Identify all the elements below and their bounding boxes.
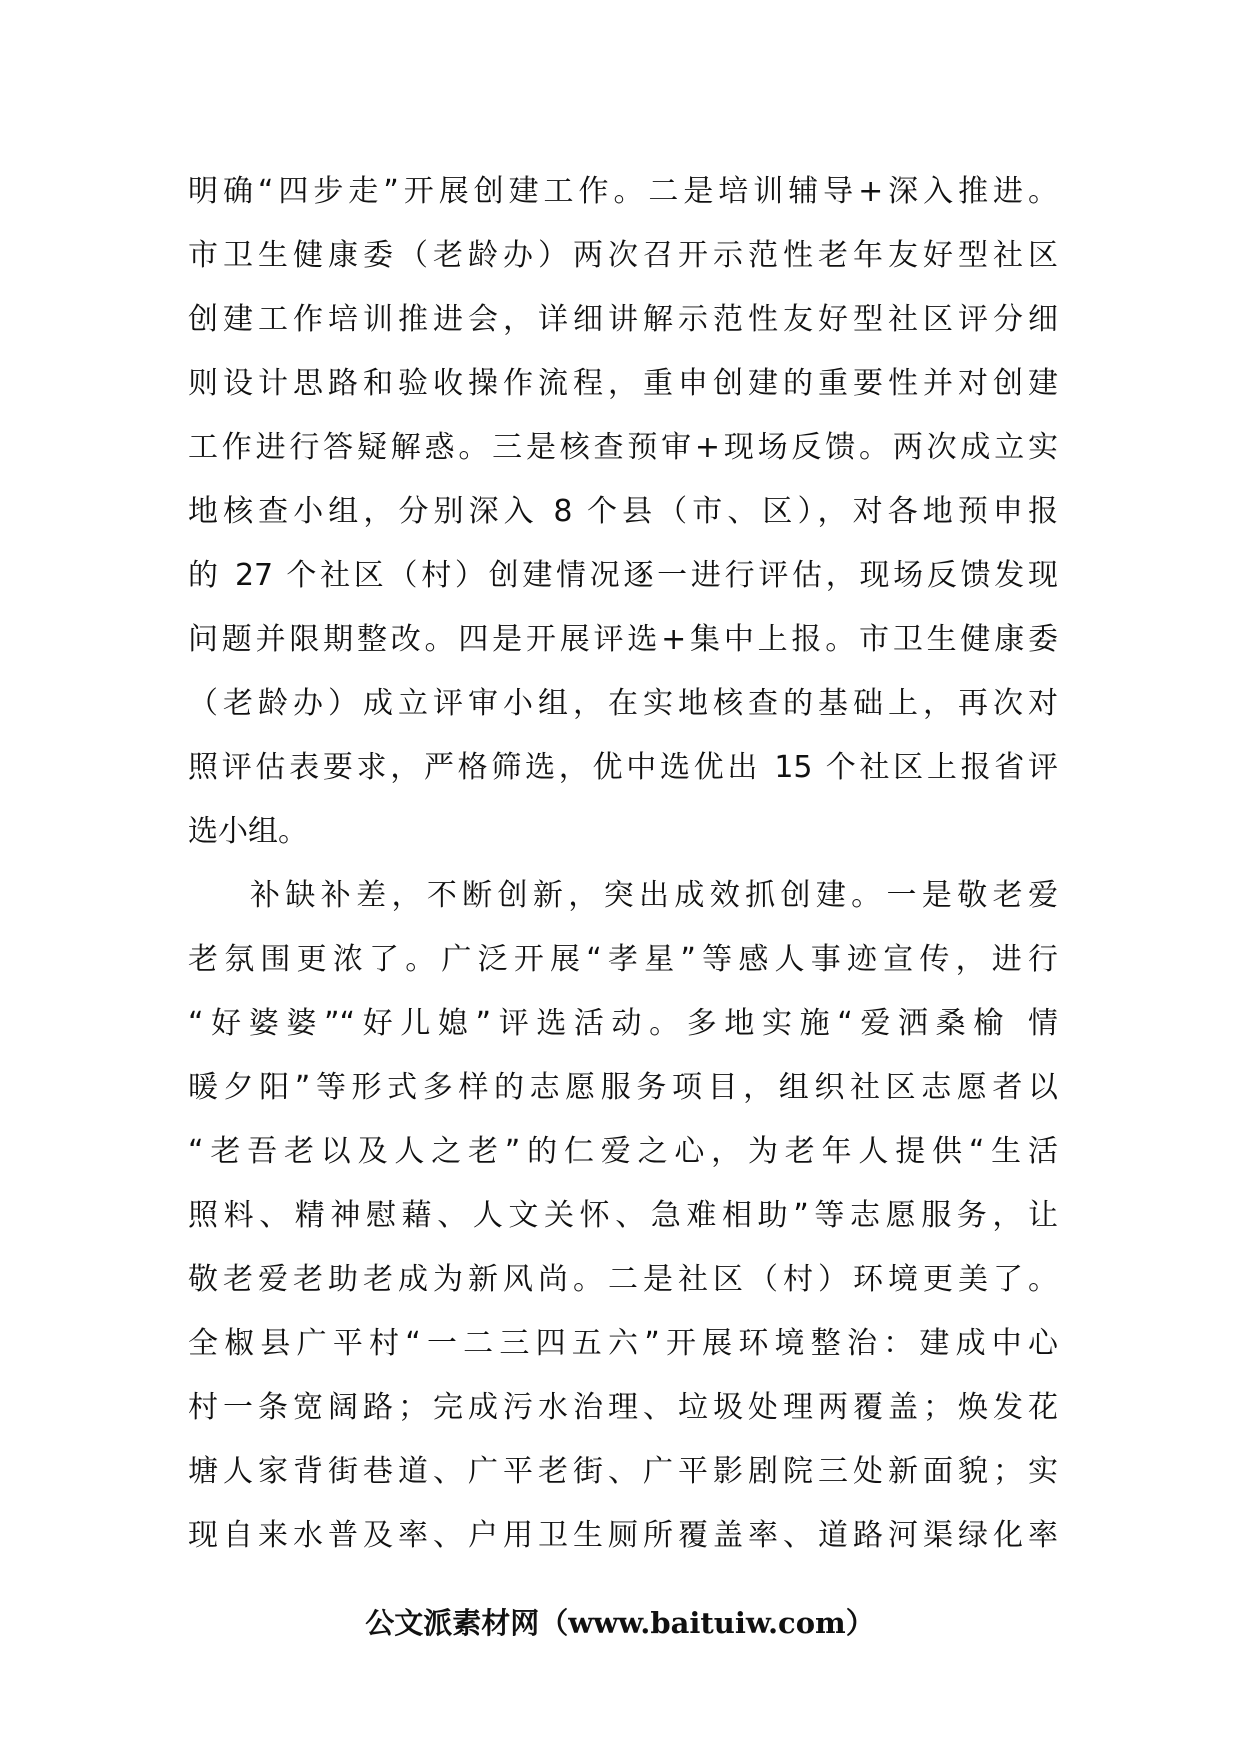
paragraph-line: “好婆婆”“好儿媳”评选活动。多地实施“爱洒桑榆 情 <box>188 1006 1058 1041</box>
paragraph-line: 工作进行答疑解惑。三是核查预审+现场反馈。两次成立实 <box>188 430 1058 465</box>
paragraph-line: 则设计思路和验收操作流程，重申创建的重要性并对创建 <box>188 366 1058 401</box>
paragraph-line: 市卫生健康委（老龄办）两次召开示范性老年友好型社区 <box>188 238 1058 273</box>
paragraph-line: 塘人家背街巷道、广平老街、广平影剧院三处新面貌；实 <box>188 1454 1058 1489</box>
paragraph-line: 选小组。 <box>188 814 308 849</box>
paragraph-line: 照评估表要求，严格筛选，优中选优出 15 个社区上报省评 <box>188 750 1058 785</box>
paragraph-line: 暖夕阳”等形式多样的志愿服务项目，组织社区志愿者以 <box>188 1070 1058 1105</box>
paragraph-line: 明确“四步走”开展创建工作。二是培训辅导+深入推进。 <box>188 174 1058 209</box>
paragraph-line: 敬老爱老助老成为新风尚。二是社区（村）环境更美了。 <box>188 1262 1058 1297</box>
paragraph-line: 创建工作培训推进会，详细讲解示范性友好型社区评分细 <box>188 302 1058 337</box>
paragraph-line: 村一条宽阔路；完成污水治理、垃圾处理两覆盖；焕发花 <box>188 1390 1058 1425</box>
paragraph-first-line: 补缺补差，不断创新，突出成效抓创建。一是敬老爱 <box>250 878 1058 913</box>
footer-watermark: 公文派素材网（www.baituiw.com） <box>365 1606 875 1640</box>
paragraph-line: 全椒县广平村“一二三四五六”开展环境整治：建成中心 <box>188 1326 1058 1361</box>
paragraph-line: 地核查小组，分别深入 8 个县（市、区），对各地预申报 <box>188 494 1058 529</box>
paragraph-line: 的 27 个社区（村）创建情况逐一进行评估，现场反馈发现 <box>188 558 1058 593</box>
paragraph-line: “老吾老以及人之老”的仁爱之心，为老年人提供“生活 <box>188 1134 1058 1169</box>
paragraph-line: 照料、精神慰藉、人文关怀、急难相助”等志愿服务，让 <box>188 1198 1058 1233</box>
paragraph-line: 现自来水普及率、户用卫生厕所覆盖率、道路河渠绿化率 <box>188 1518 1058 1553</box>
paragraph-line: 老氛围更浓了。广泛开展“孝星”等感人事迹宣传，进行 <box>188 942 1058 977</box>
paragraph-line: （老龄办）成立评审小组，在实地核查的基础上，再次对 <box>188 686 1058 721</box>
paragraph-line: 问题并限期整改。四是开展评选+集中上报。市卫生健康委 <box>188 622 1058 657</box>
